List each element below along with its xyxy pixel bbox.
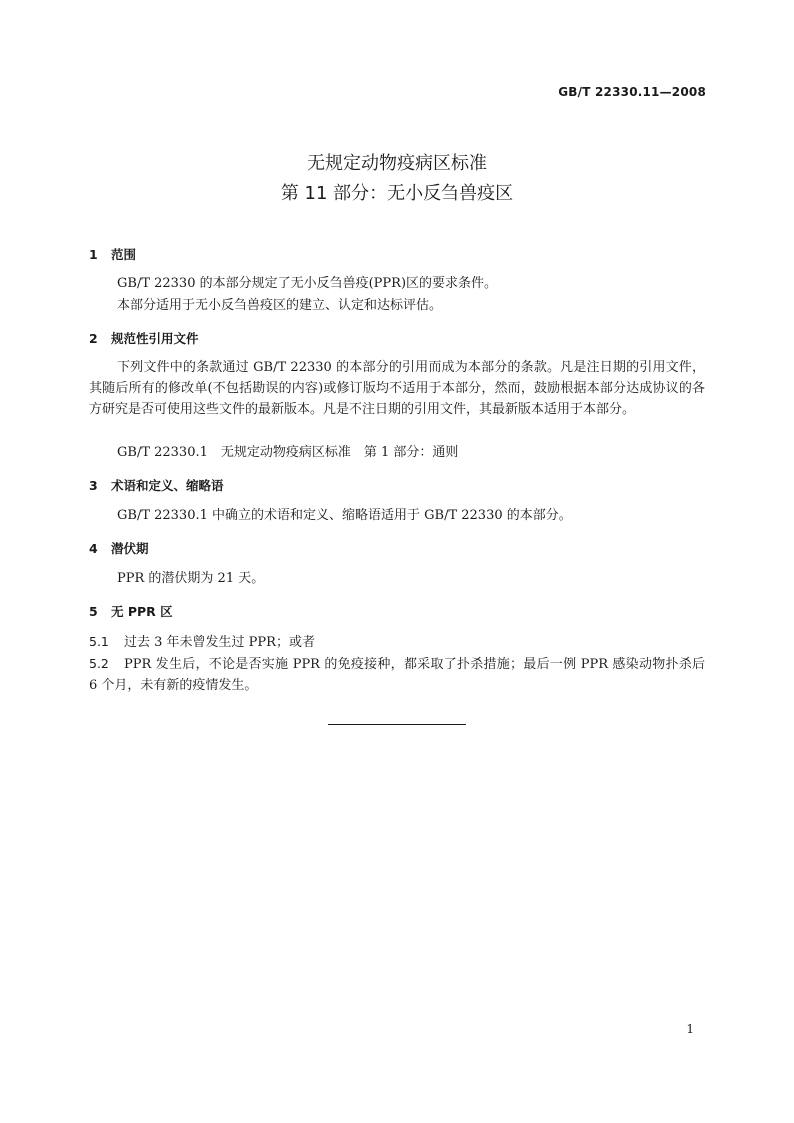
- standard-code: GB/T 22330.11—2008: [558, 85, 706, 99]
- paragraph: 本部分适用于无小反刍兽疫区的建立、认定和达标评估。: [117, 298, 443, 313]
- section-2-heading: [89, 330, 199, 348]
- section-title: 无 PPR 区: [111, 604, 173, 619]
- section-5-heading: [89, 603, 173, 621]
- section-title: 潜伏期: [111, 541, 149, 556]
- paragraph: 下列文件中的条款通过 GB/T 22330 的本部分的引用而成为本部分的条款。凡是注日期的引用文件，其随后所有的修改单(不包括勘误的内容)或修订版均不适用于本部分，然而，鼓励根据本部分达成协议的各方研究是否可使用这些文件的最新版本。凡是不注日期的引用文件，其最新版本适用于本部分。: [89, 360, 705, 417]
- end-rule: [328, 724, 466, 725]
- section-number: 2: [89, 331, 98, 346]
- section-number: 3: [89, 478, 98, 493]
- paragraph: GB/T 22330 的本部分规定了无小反刍兽疫(PPR)区的要求条件。: [117, 276, 498, 291]
- title-line-2: 第 11 部分：无小反刍兽疫区: [280, 183, 514, 204]
- section-number: 4: [89, 541, 98, 556]
- clause-5-2: [89, 653, 705, 696]
- clause-number: 5.2: [89, 656, 109, 671]
- page-number: 1: [686, 1022, 694, 1036]
- reference-item: GB/T 22330.1 无规定动物疫病区标准 第 1 部分：通则: [117, 445, 459, 460]
- section-3-heading: [89, 477, 224, 495]
- section-1-heading: [89, 246, 136, 264]
- paragraph: GB/T 22330.1 中确立的术语和定义、缩略语适用于 GB/T 22330 的本部分。: [117, 508, 572, 523]
- clause-5-1: [89, 631, 705, 653]
- section-4-heading: [89, 540, 149, 558]
- section-number: 5: [89, 604, 98, 619]
- section-number: 1: [89, 247, 98, 262]
- clause-text: PPR 发生后，不论是否实施 PPR 的免疫接种，都采取了扑杀措施；最后一例 PPR 感染动物扑杀后 6 个月，未有新的疫情发生。: [89, 657, 705, 693]
- section-title: 规范性引用文件: [111, 331, 199, 346]
- clause-number: 5.1: [89, 634, 109, 649]
- clause-text: 过去 3 年未曾发生过 PPR；或者: [124, 635, 315, 650]
- section-title: 范围: [111, 247, 137, 262]
- title-line-1: 无规定动物疫病区标准: [307, 153, 487, 174]
- section-title: 术语和定义、缩略语: [111, 478, 224, 493]
- paragraph: PPR 的潜伏期为 21 天。: [117, 571, 265, 586]
